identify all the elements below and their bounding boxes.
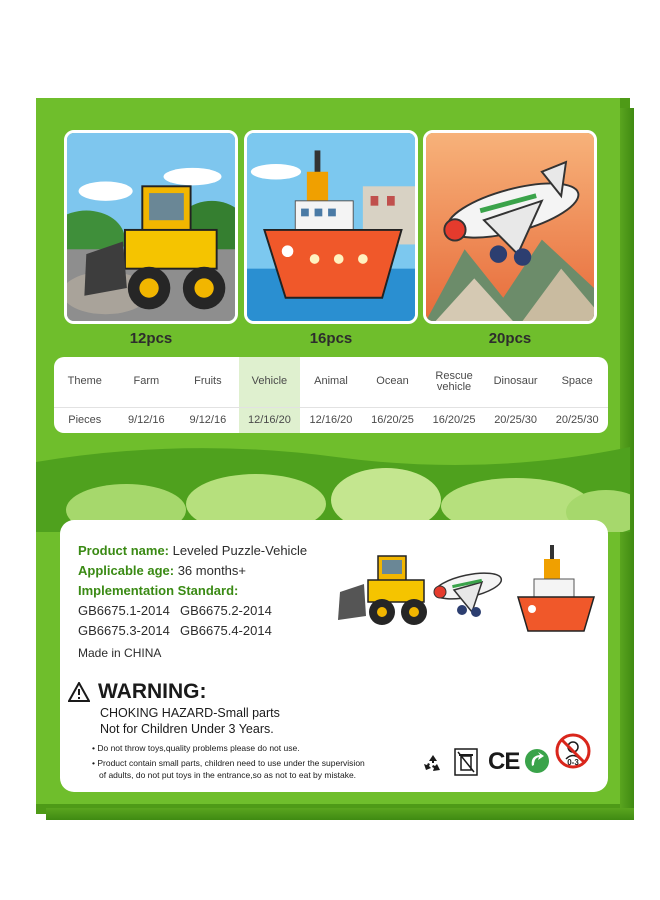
pieces-cell-highlighted: 12/16/20 [239,407,301,433]
note-supervision: • Product contain small parts, children need to use under the supervision [92,758,365,768]
product-name-line [78,543,307,558]
warning-triangle-icon [68,682,90,702]
theme-cell: Animal [300,357,362,407]
row-header-theme: Theme [54,357,116,407]
theme-cell-highlighted: Vehicle [239,357,301,407]
theme-cell: Rescue vehicle [423,357,485,407]
puzzle-image-airplane [423,130,597,324]
applicable-age-line [78,563,246,578]
standard-1: GB6675.1-2014 [78,603,170,618]
note-mouth: of adults, do not put toys in the entrance,so as not to eat by mistake. [99,770,357,780]
note-quality: • Do not throw toys,quality problems please do not use. [92,743,300,753]
product-name-label: Product name: [78,543,170,558]
made-in-label: Made in CHINA [78,646,162,660]
pieces-cell: 9/12/16 [127,413,165,426]
puzzle-image-ship [244,130,418,324]
theme-cell: Farm [116,357,178,407]
airplane-illustration [430,560,506,622]
pieces-cell: 12/16/20 [309,413,353,426]
hills-decoration [36,432,630,532]
green-dot-icon [524,748,550,774]
theme-cell: Fruits [177,357,239,407]
pieces-cell: 16/20/25 [371,413,414,426]
ce-mark: CE [488,748,520,775]
warning-choking: CHOKING HAZARD-Small parts [100,706,280,720]
puzzle-pieces-label-loader: 12pcs [129,330,173,347]
theme-cell: Space [546,357,608,407]
standard-3: GB6675.3-2014 [78,623,170,638]
age-restriction-badge [554,732,592,778]
recycle-icon [422,752,444,774]
standard-4: GB6675.4-2014 [180,623,272,638]
pieces-cell: 9/12/16 [189,413,227,426]
theme-cell: Dinosaur [485,357,547,407]
theme-table [54,357,608,433]
box-bottom [46,808,634,820]
puzzle-pieces-label-airplane: 20pcs [488,330,532,347]
warning-heading [68,680,207,704]
standard-heading: Implementation Standard: [78,583,239,598]
warning-age: Not for Children Under 3 Years. [100,722,274,736]
pieces-cell: 20/25/30 [494,413,538,426]
loader-illustration [338,552,430,628]
pieces-cell: 20/25/30 [555,413,599,426]
theme-cell: Ocean [362,357,424,407]
warning-title: WARNING: [98,680,207,703]
trash-bin-icon [454,748,478,776]
puzzle-image-loader [64,130,238,324]
pieces-row [54,407,608,433]
theme-row [54,357,608,407]
applicable-age-value: 36 months+ [177,563,246,578]
standard-2: GB6675.2-2014 [180,603,272,618]
row-header-pieces: Pieces [68,413,102,426]
product-name-value: Leveled Puzzle-Vehicle [172,543,308,558]
age-badge-label: 0-3 [567,758,579,767]
pieces-cell: 16/20/25 [432,413,476,426]
ship-illustration [516,543,596,633]
puzzle-pieces-label-ship: 16pcs [309,330,353,347]
applicable-age-label: Applicable age: [78,563,175,578]
